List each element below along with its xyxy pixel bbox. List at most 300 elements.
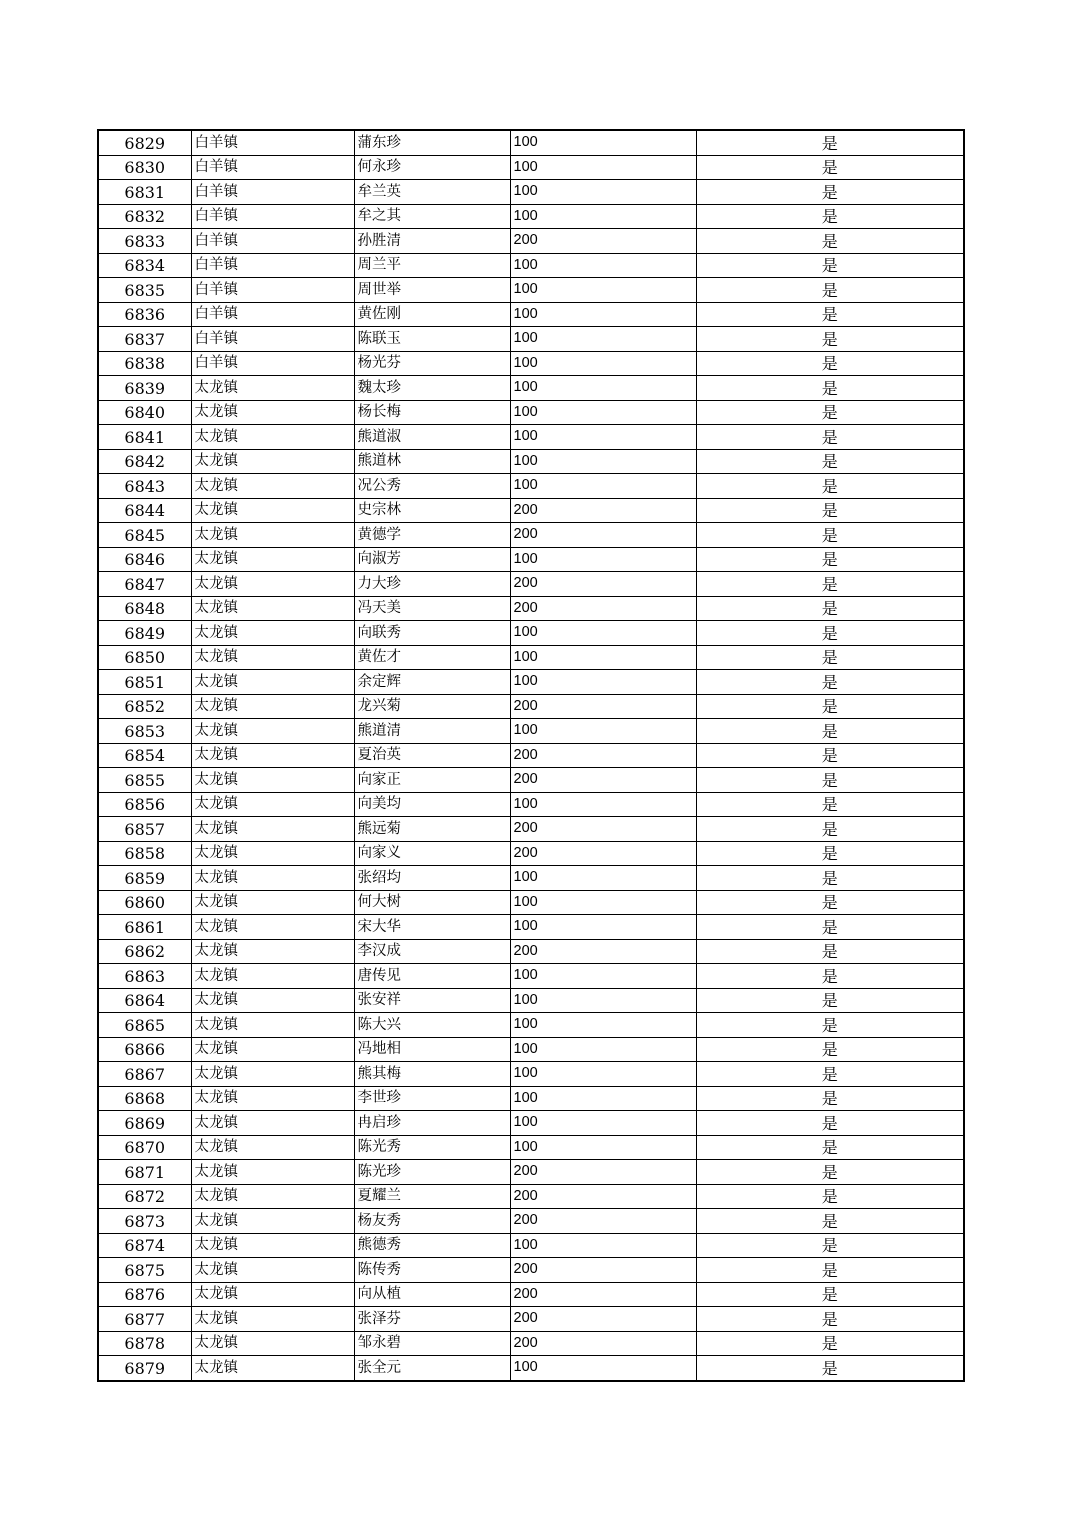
town-cell: 太龙镇 — [191, 645, 354, 670]
town-cell: 太龙镇 — [191, 1086, 354, 1111]
row-number-cell: 6829 — [98, 130, 191, 155]
flag-cell: 是 — [696, 1282, 964, 1307]
table-row — [98, 866, 964, 891]
row-number-cell: 6832 — [98, 204, 191, 229]
town-cell: 太龙镇 — [191, 621, 354, 646]
row-number-cell: 6840 — [98, 400, 191, 425]
row-number-cell: 6846 — [98, 547, 191, 572]
flag-cell: 是 — [696, 988, 964, 1013]
amount-cell: 200 — [510, 523, 696, 548]
town-cell: 太龙镇 — [191, 547, 354, 572]
town-cell: 太龙镇 — [191, 694, 354, 719]
flag-cell: 是 — [696, 400, 964, 425]
name-cell: 余定辉 — [354, 670, 510, 695]
table-row — [98, 768, 964, 793]
table-row — [98, 523, 964, 548]
flag-cell: 是 — [696, 890, 964, 915]
amount-cell: 100 — [510, 425, 696, 450]
town-cell: 太龙镇 — [191, 376, 354, 401]
name-cell: 向家正 — [354, 768, 510, 793]
table-row — [98, 327, 964, 352]
row-number-cell: 6853 — [98, 719, 191, 744]
table-row — [98, 351, 964, 376]
row-number-cell: 6865 — [98, 1013, 191, 1038]
name-cell: 冯地相 — [354, 1037, 510, 1062]
row-number-cell: 6839 — [98, 376, 191, 401]
town-cell: 太龙镇 — [191, 1160, 354, 1185]
town-cell: 太龙镇 — [191, 1013, 354, 1038]
amount-cell: 100 — [510, 645, 696, 670]
table-row — [98, 792, 964, 817]
amount-cell: 100 — [510, 351, 696, 376]
town-cell: 太龙镇 — [191, 1111, 354, 1136]
table-row — [98, 474, 964, 499]
amount-cell: 100 — [510, 547, 696, 572]
amount-cell: 100 — [510, 1356, 696, 1381]
name-cell: 杨光芬 — [354, 351, 510, 376]
name-cell: 黄德学 — [354, 523, 510, 548]
row-number-cell: 6851 — [98, 670, 191, 695]
row-number-cell: 6857 — [98, 817, 191, 842]
table-row — [98, 449, 964, 474]
row-number-cell: 6843 — [98, 474, 191, 499]
table-row — [98, 204, 964, 229]
table-row — [98, 180, 964, 205]
table-row — [98, 939, 964, 964]
row-number-cell: 6837 — [98, 327, 191, 352]
town-cell: 白羊镇 — [191, 278, 354, 303]
flag-cell: 是 — [696, 817, 964, 842]
name-cell: 蒲东珍 — [354, 130, 510, 155]
amount-cell: 100 — [510, 180, 696, 205]
town-cell: 太龙镇 — [191, 939, 354, 964]
amount-cell: 200 — [510, 596, 696, 621]
name-cell: 夏治英 — [354, 743, 510, 768]
amount-cell: 200 — [510, 1258, 696, 1283]
town-cell: 白羊镇 — [191, 253, 354, 278]
amount-cell: 200 — [510, 1282, 696, 1307]
name-cell: 杨长梅 — [354, 400, 510, 425]
row-number-cell: 6878 — [98, 1331, 191, 1356]
subsidy-table — [97, 129, 965, 1382]
name-cell: 夏耀兰 — [354, 1184, 510, 1209]
table-row — [98, 1356, 964, 1381]
town-cell: 太龙镇 — [191, 1331, 354, 1356]
amount-cell: 100 — [510, 670, 696, 695]
row-number-cell: 6845 — [98, 523, 191, 548]
row-number-cell: 6866 — [98, 1037, 191, 1062]
table-row — [98, 1013, 964, 1038]
table-row — [98, 253, 964, 278]
row-number-cell: 6876 — [98, 1282, 191, 1307]
town-cell: 白羊镇 — [191, 351, 354, 376]
flag-cell: 是 — [696, 180, 964, 205]
amount-cell: 100 — [510, 155, 696, 180]
row-number-cell: 6871 — [98, 1160, 191, 1185]
name-cell: 向淑芳 — [354, 547, 510, 572]
flag-cell: 是 — [696, 866, 964, 891]
row-number-cell: 6847 — [98, 572, 191, 597]
flag-cell: 是 — [696, 130, 964, 155]
flag-cell: 是 — [696, 302, 964, 327]
flag-cell: 是 — [696, 155, 964, 180]
table-row — [98, 1135, 964, 1160]
flag-cell: 是 — [696, 523, 964, 548]
name-cell: 魏太珍 — [354, 376, 510, 401]
flag-cell: 是 — [696, 1331, 964, 1356]
table-row — [98, 988, 964, 1013]
row-number-cell: 6850 — [98, 645, 191, 670]
table-row — [98, 1111, 964, 1136]
row-number-cell: 6848 — [98, 596, 191, 621]
name-cell: 黄佐才 — [354, 645, 510, 670]
table-row — [98, 376, 964, 401]
name-cell: 龙兴菊 — [354, 694, 510, 719]
flag-cell: 是 — [696, 1233, 964, 1258]
table-row — [98, 1331, 964, 1356]
amount-cell: 100 — [510, 474, 696, 499]
town-cell: 太龙镇 — [191, 1258, 354, 1283]
amount-cell: 100 — [510, 449, 696, 474]
flag-cell: 是 — [696, 229, 964, 254]
flag-cell: 是 — [696, 1135, 964, 1160]
row-number-cell: 6842 — [98, 449, 191, 474]
flag-cell: 是 — [696, 351, 964, 376]
table-row — [98, 572, 964, 597]
name-cell: 熊远菊 — [354, 817, 510, 842]
amount-cell: 200 — [510, 1331, 696, 1356]
name-cell: 向家义 — [354, 841, 510, 866]
row-number-cell: 6833 — [98, 229, 191, 254]
name-cell: 唐传见 — [354, 964, 510, 989]
name-cell: 熊道林 — [354, 449, 510, 474]
flag-cell: 是 — [696, 1307, 964, 1332]
flag-cell: 是 — [696, 964, 964, 989]
amount-cell: 100 — [510, 130, 696, 155]
town-cell: 太龙镇 — [191, 1307, 354, 1332]
name-cell: 张泽芬 — [354, 1307, 510, 1332]
amount-cell: 100 — [510, 278, 696, 303]
row-number-cell: 6877 — [98, 1307, 191, 1332]
town-cell: 太龙镇 — [191, 743, 354, 768]
table-row — [98, 1037, 964, 1062]
amount-cell: 200 — [510, 694, 696, 719]
amount-cell: 100 — [510, 866, 696, 891]
amount-cell: 200 — [510, 1307, 696, 1332]
row-number-cell: 6874 — [98, 1233, 191, 1258]
row-number-cell: 6861 — [98, 915, 191, 940]
flag-cell: 是 — [696, 1356, 964, 1381]
flag-cell: 是 — [696, 1062, 964, 1087]
table-row — [98, 302, 964, 327]
row-number-cell: 6852 — [98, 694, 191, 719]
town-cell: 太龙镇 — [191, 1135, 354, 1160]
name-cell: 向从植 — [354, 1282, 510, 1307]
table-row — [98, 1184, 964, 1209]
name-cell: 李汉成 — [354, 939, 510, 964]
row-number-cell: 6863 — [98, 964, 191, 989]
flag-cell: 是 — [696, 1111, 964, 1136]
table-row — [98, 400, 964, 425]
town-cell: 白羊镇 — [191, 130, 354, 155]
amount-cell: 200 — [510, 841, 696, 866]
amount-cell: 200 — [510, 1209, 696, 1234]
name-cell: 况公秀 — [354, 474, 510, 499]
town-cell: 白羊镇 — [191, 327, 354, 352]
table-row — [98, 1062, 964, 1087]
table-row — [98, 130, 964, 155]
name-cell: 黄佐刚 — [354, 302, 510, 327]
flag-cell: 是 — [696, 474, 964, 499]
amount-cell: 200 — [510, 498, 696, 523]
town-cell: 太龙镇 — [191, 890, 354, 915]
table-row — [98, 155, 964, 180]
name-cell: 陈传秀 — [354, 1258, 510, 1283]
town-cell: 太龙镇 — [191, 449, 354, 474]
name-cell: 陈光秀 — [354, 1135, 510, 1160]
flag-cell: 是 — [696, 449, 964, 474]
table-row — [98, 694, 964, 719]
table-row — [98, 719, 964, 744]
name-cell: 力大珍 — [354, 572, 510, 597]
table-row — [98, 645, 964, 670]
town-cell: 太龙镇 — [191, 866, 354, 891]
table-row — [98, 621, 964, 646]
amount-cell: 100 — [510, 890, 696, 915]
name-cell: 熊德秀 — [354, 1233, 510, 1258]
amount-cell: 200 — [510, 817, 696, 842]
row-number-cell: 6872 — [98, 1184, 191, 1209]
town-cell: 太龙镇 — [191, 1356, 354, 1381]
flag-cell: 是 — [696, 1209, 964, 1234]
name-cell: 杨友秀 — [354, 1209, 510, 1234]
table-row — [98, 670, 964, 695]
table-row — [98, 841, 964, 866]
flag-cell: 是 — [696, 1037, 964, 1062]
town-cell: 太龙镇 — [191, 1233, 354, 1258]
town-cell: 太龙镇 — [191, 523, 354, 548]
row-number-cell: 6856 — [98, 792, 191, 817]
row-number-cell: 6864 — [98, 988, 191, 1013]
row-number-cell: 6873 — [98, 1209, 191, 1234]
flag-cell: 是 — [696, 915, 964, 940]
flag-cell: 是 — [696, 1086, 964, 1111]
town-cell: 太龙镇 — [191, 817, 354, 842]
amount-cell: 100 — [510, 1013, 696, 1038]
town-cell: 太龙镇 — [191, 474, 354, 499]
flag-cell: 是 — [696, 425, 964, 450]
town-cell: 太龙镇 — [191, 1062, 354, 1087]
flag-cell: 是 — [696, 768, 964, 793]
town-cell: 太龙镇 — [191, 768, 354, 793]
amount-cell: 100 — [510, 400, 696, 425]
name-cell: 孙胜清 — [354, 229, 510, 254]
name-cell: 陈联玉 — [354, 327, 510, 352]
town-cell: 白羊镇 — [191, 155, 354, 180]
town-cell: 白羊镇 — [191, 302, 354, 327]
flag-cell: 是 — [696, 572, 964, 597]
amount-cell: 200 — [510, 1184, 696, 1209]
town-cell: 太龙镇 — [191, 719, 354, 744]
name-cell: 陈光珍 — [354, 1160, 510, 1185]
table-row — [98, 1233, 964, 1258]
name-cell: 向联秀 — [354, 621, 510, 646]
name-cell: 熊道淑 — [354, 425, 510, 450]
amount-cell: 200 — [510, 743, 696, 768]
table-row — [98, 915, 964, 940]
table-row — [98, 890, 964, 915]
name-cell: 张绍均 — [354, 866, 510, 891]
flag-cell: 是 — [696, 547, 964, 572]
flag-cell: 是 — [696, 376, 964, 401]
flag-cell: 是 — [696, 253, 964, 278]
row-number-cell: 6867 — [98, 1062, 191, 1087]
name-cell: 李世珍 — [354, 1086, 510, 1111]
name-cell: 张安祥 — [354, 988, 510, 1013]
row-number-cell: 6868 — [98, 1086, 191, 1111]
amount-cell: 100 — [510, 376, 696, 401]
amount-cell: 100 — [510, 1233, 696, 1258]
town-cell: 太龙镇 — [191, 1037, 354, 1062]
table-row — [98, 1282, 964, 1307]
flag-cell: 是 — [696, 1258, 964, 1283]
amount-cell: 100 — [510, 1135, 696, 1160]
table-row — [98, 229, 964, 254]
town-cell: 太龙镇 — [191, 400, 354, 425]
flag-cell: 是 — [696, 498, 964, 523]
name-cell: 史宗林 — [354, 498, 510, 523]
table-row — [98, 498, 964, 523]
amount-cell: 100 — [510, 327, 696, 352]
name-cell: 宋大华 — [354, 915, 510, 940]
town-cell: 太龙镇 — [191, 988, 354, 1013]
town-cell: 太龙镇 — [191, 964, 354, 989]
name-cell: 何永珍 — [354, 155, 510, 180]
town-cell: 太龙镇 — [191, 1184, 354, 1209]
amount-cell: 200 — [510, 768, 696, 793]
table-body — [98, 130, 964, 1381]
town-cell: 太龙镇 — [191, 596, 354, 621]
amount-cell: 200 — [510, 229, 696, 254]
town-cell: 太龙镇 — [191, 1209, 354, 1234]
amount-cell: 200 — [510, 572, 696, 597]
name-cell: 冉启珍 — [354, 1111, 510, 1136]
row-number-cell: 6858 — [98, 841, 191, 866]
amount-cell: 100 — [510, 302, 696, 327]
town-cell: 白羊镇 — [191, 180, 354, 205]
town-cell: 太龙镇 — [191, 572, 354, 597]
amount-cell: 100 — [510, 253, 696, 278]
row-number-cell: 6844 — [98, 498, 191, 523]
table-row — [98, 817, 964, 842]
row-number-cell: 6860 — [98, 890, 191, 915]
table-row — [98, 1086, 964, 1111]
table-row — [98, 547, 964, 572]
table-row — [98, 425, 964, 450]
amount-cell: 100 — [510, 1062, 696, 1087]
row-number-cell: 6875 — [98, 1258, 191, 1283]
amount-cell: 100 — [510, 964, 696, 989]
name-cell: 周兰平 — [354, 253, 510, 278]
table-row — [98, 1258, 964, 1283]
amount-cell: 100 — [510, 1111, 696, 1136]
flag-cell: 是 — [696, 841, 964, 866]
row-number-cell: 6831 — [98, 180, 191, 205]
flag-cell: 是 — [696, 1013, 964, 1038]
amount-cell: 200 — [510, 1160, 696, 1185]
amount-cell: 200 — [510, 939, 696, 964]
name-cell: 邹永碧 — [354, 1331, 510, 1356]
name-cell: 熊其梅 — [354, 1062, 510, 1087]
row-number-cell: 6859 — [98, 866, 191, 891]
flag-cell: 是 — [696, 327, 964, 352]
table-row — [98, 1160, 964, 1185]
name-cell: 冯天美 — [354, 596, 510, 621]
flag-cell: 是 — [696, 792, 964, 817]
town-cell: 太龙镇 — [191, 1282, 354, 1307]
row-number-cell: 6862 — [98, 939, 191, 964]
row-number-cell: 6835 — [98, 278, 191, 303]
table-row — [98, 1307, 964, 1332]
amount-cell: 100 — [510, 988, 696, 1013]
flag-cell: 是 — [696, 204, 964, 229]
name-cell: 何大树 — [354, 890, 510, 915]
row-number-cell: 6870 — [98, 1135, 191, 1160]
flag-cell: 是 — [696, 596, 964, 621]
flag-cell: 是 — [696, 621, 964, 646]
row-number-cell: 6854 — [98, 743, 191, 768]
amount-cell: 100 — [510, 204, 696, 229]
table-row — [98, 743, 964, 768]
flag-cell: 是 — [696, 719, 964, 744]
amount-cell: 100 — [510, 915, 696, 940]
flag-cell: 是 — [696, 939, 964, 964]
amount-cell: 100 — [510, 792, 696, 817]
name-cell: 牟兰英 — [354, 180, 510, 205]
flag-cell: 是 — [696, 645, 964, 670]
table-row — [98, 278, 964, 303]
town-cell: 太龙镇 — [191, 670, 354, 695]
flag-cell: 是 — [696, 743, 964, 768]
amount-cell: 100 — [510, 1086, 696, 1111]
name-cell: 牟之其 — [354, 204, 510, 229]
amount-cell: 100 — [510, 1037, 696, 1062]
amount-cell: 100 — [510, 719, 696, 744]
town-cell: 太龙镇 — [191, 498, 354, 523]
row-number-cell: 6836 — [98, 302, 191, 327]
town-cell: 太龙镇 — [191, 841, 354, 866]
name-cell: 张全元 — [354, 1356, 510, 1381]
row-number-cell: 6879 — [98, 1356, 191, 1381]
row-number-cell: 6834 — [98, 253, 191, 278]
flag-cell: 是 — [696, 278, 964, 303]
row-number-cell: 6855 — [98, 768, 191, 793]
name-cell: 熊道清 — [354, 719, 510, 744]
row-number-cell: 6869 — [98, 1111, 191, 1136]
amount-cell: 100 — [510, 621, 696, 646]
town-cell: 太龙镇 — [191, 915, 354, 940]
row-number-cell: 6830 — [98, 155, 191, 180]
row-number-cell: 6838 — [98, 351, 191, 376]
name-cell: 向美均 — [354, 792, 510, 817]
flag-cell: 是 — [696, 670, 964, 695]
name-cell: 陈大兴 — [354, 1013, 510, 1038]
town-cell: 太龙镇 — [191, 792, 354, 817]
table-row — [98, 964, 964, 989]
table-row — [98, 1209, 964, 1234]
flag-cell: 是 — [696, 1184, 964, 1209]
town-cell: 太龙镇 — [191, 425, 354, 450]
